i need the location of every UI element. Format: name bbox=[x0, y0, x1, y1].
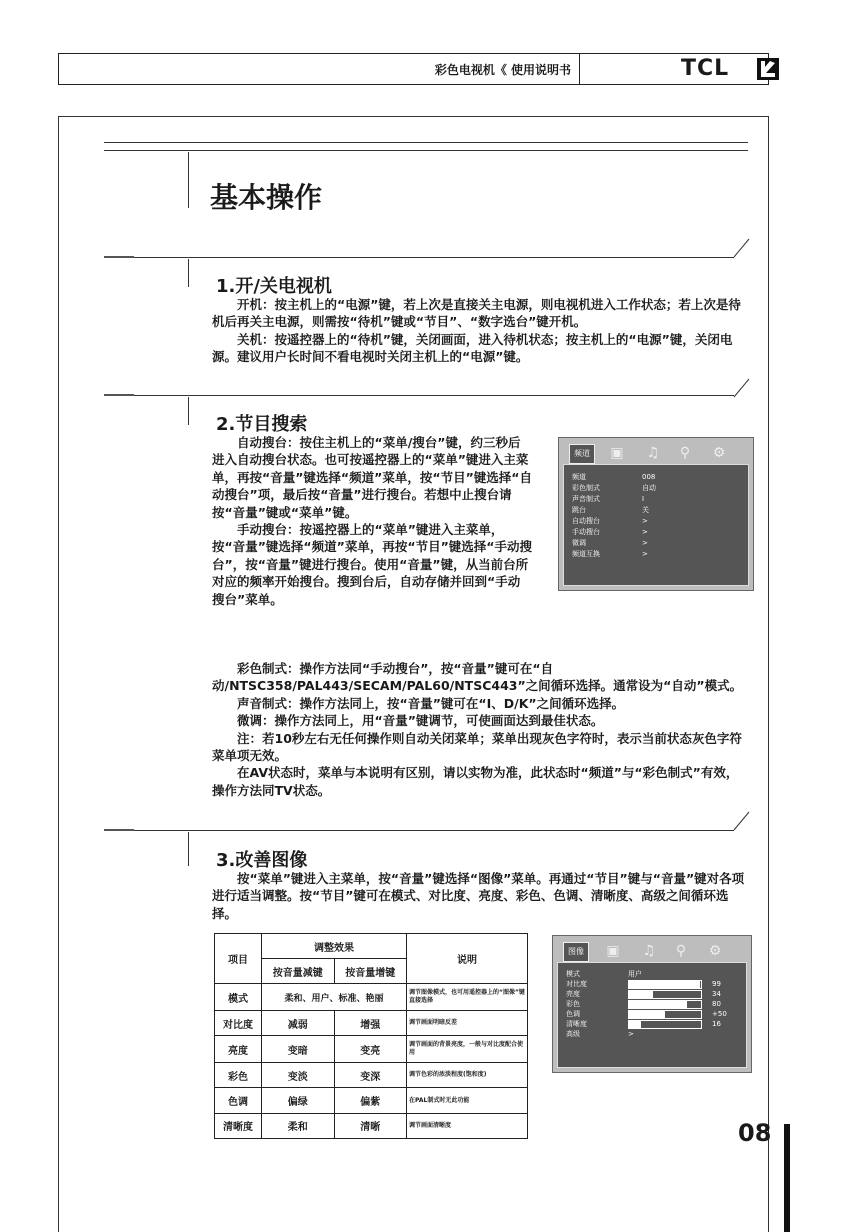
level-fill bbox=[629, 1001, 687, 1008]
table-header-row bbox=[215, 934, 528, 959]
paragraph: 关机：按遥控器上的“待机”键，关闭画面，进入待机状态；按主机上的“电源”键，关闭电源。建议用户长时间不看电视时关闭主机上的“电源”键。 bbox=[212, 331, 733, 365]
section-heading-search: 2.节目搜索 bbox=[216, 414, 308, 435]
table-row bbox=[215, 1063, 528, 1088]
menu-row-label: 清晰度 bbox=[566, 1020, 587, 1028]
menu-row-label: 手动搜台 bbox=[572, 528, 600, 536]
table-header-cell: 说明 bbox=[407, 934, 528, 984]
table-cell: 调节画面明暗反差 bbox=[407, 1011, 528, 1036]
tab-channel: 频道 bbox=[569, 444, 595, 464]
tv-menu-panel bbox=[563, 464, 749, 586]
paragraph: 手动搜台：按遥控器上的“菜单”键进入主菜单，按“音量”键选择“频道”菜单，再按“节目”键选择“手动搜台”，按“音量”键进行搜台。使用“音量”键，从当前台所对应的频率开始搜台。搜到台后，自动存储并回到“手动搜台”菜单。 bbox=[212, 522, 533, 607]
level-bar bbox=[628, 1010, 702, 1019]
table-cell: 变深 bbox=[334, 1063, 407, 1088]
menu-row-value: I bbox=[642, 495, 645, 503]
tab-picture: 图像 bbox=[563, 942, 589, 962]
brand-logo-icon bbox=[757, 58, 779, 80]
brand-name: TCL bbox=[681, 56, 730, 81]
menu-row-label: 彩色 bbox=[566, 1000, 580, 1008]
paragraph: 微调：操作方法同上，用“音量”键调节，可使画面达到最佳状态。 bbox=[237, 713, 604, 729]
rule-top-2 bbox=[104, 150, 748, 151]
table-cell: 调节图像模式，也可用遥控器上的“图像”键直接选择 bbox=[407, 984, 528, 1011]
level-fill bbox=[629, 991, 653, 998]
menu-row-value: > bbox=[642, 539, 648, 547]
section-vline-2 bbox=[188, 397, 189, 425]
tv-menu-tabs bbox=[557, 940, 747, 962]
page-edge-bar bbox=[784, 1124, 790, 1232]
menu-row-value: > bbox=[642, 550, 648, 558]
table-cell: 模式 bbox=[215, 984, 262, 1011]
section-body-picture bbox=[212, 870, 750, 922]
table-cell: 柔和、用户、标准、艳丽 bbox=[262, 984, 407, 1011]
level-bar bbox=[628, 980, 702, 989]
rule-corner-2 bbox=[728, 377, 750, 399]
tv-menu-channel bbox=[558, 437, 754, 591]
section-body-power bbox=[212, 296, 750, 366]
section-body-search-left bbox=[212, 434, 532, 608]
table-row bbox=[215, 984, 528, 1011]
table-cell: 减弱 bbox=[262, 1011, 335, 1036]
tv-menu-picture bbox=[552, 935, 752, 1073]
table-cell: 调节画面清晰度 bbox=[407, 1113, 528, 1138]
paragraph: 按“菜单”键进入主菜单，按“音量”键选择“图像”菜单。再通过“节目”键与“音量”键对各项进行适当调整。按“节目”键可在模式、对比度、亮度、彩色、色调、清晰度、高级之间循环选择。 bbox=[212, 871, 745, 921]
table-cell: 变淡 bbox=[262, 1063, 335, 1088]
table-cell: 亮度 bbox=[215, 1036, 262, 1063]
menu-row-label: 跳台 bbox=[572, 506, 586, 514]
table-cell: 变暗 bbox=[262, 1036, 335, 1063]
menu-row-label: 频道 bbox=[572, 473, 586, 481]
menu-row-label: 对比度 bbox=[566, 980, 587, 988]
table-cell: 对比度 bbox=[215, 1011, 262, 1036]
menu-row-label: 亮度 bbox=[566, 990, 580, 998]
table-cell: 偏绿 bbox=[262, 1088, 335, 1113]
paragraph: 自动搜台：按住主机上的“菜单/搜台”键，约三秒后进入自动搜台状态。也可按遥控器上的“菜单”键进入主菜单，再按“音量”键选择“频道”菜单，按“节目”键选择“自动搜台”项，最后按“音量”进行搜台。若想中止搜台请按“音量”键或“菜单”键。 bbox=[212, 435, 533, 520]
page-title: 基本操作 bbox=[210, 181, 323, 214]
picture-icon: ▣ bbox=[610, 445, 624, 461]
menu-row-label: 模式 bbox=[566, 970, 580, 978]
table-cell: 彩色 bbox=[215, 1063, 262, 1088]
header-title: 彩色电视机《 使用说明书 bbox=[434, 63, 571, 77]
section-rule-3 bbox=[134, 830, 734, 831]
section-vline-1 bbox=[188, 259, 189, 287]
table-cell: 偏紫 bbox=[334, 1088, 407, 1113]
menu-row-label: 微调 bbox=[572, 539, 586, 547]
menu-row-label: 高级 bbox=[566, 1030, 580, 1038]
tv-menu-panel bbox=[557, 962, 747, 1068]
page-number: 08 bbox=[738, 1119, 772, 1147]
menu-row-value: 关 bbox=[642, 506, 649, 514]
table-cell: 清晰 bbox=[334, 1113, 407, 1138]
menu-row-label: 彩色制式 bbox=[572, 484, 600, 492]
menu-row-value: 80 bbox=[712, 1000, 721, 1008]
rule-corner-3 bbox=[728, 810, 750, 832]
level-bar bbox=[628, 990, 702, 999]
section-tick-2 bbox=[104, 394, 134, 396]
table-header-cell: 调整效果 bbox=[262, 934, 407, 959]
menu-row-value: > bbox=[642, 517, 648, 525]
section-vline-3 bbox=[188, 832, 189, 866]
table-header-cell: 按音量增键 bbox=[334, 959, 407, 984]
menu-row-value: 自动 bbox=[642, 484, 656, 492]
level-bar bbox=[628, 1020, 702, 1029]
menu-row-value: 用户 bbox=[628, 970, 642, 978]
menu-row-value: +50 bbox=[712, 1010, 727, 1018]
gear-icon: ⚙ bbox=[712, 445, 726, 461]
picture-adjust-table bbox=[214, 933, 528, 1139]
section-heading-power: 1.开/关电视机 bbox=[216, 276, 332, 297]
level-bar bbox=[628, 1000, 702, 1009]
header-divider bbox=[579, 54, 580, 84]
gear-icon: ⚙ bbox=[708, 943, 722, 959]
table-row bbox=[215, 1036, 528, 1063]
table-cell: 调节画面的背景亮度，一般与对比度配合使用 bbox=[407, 1036, 528, 1063]
table-cell: 色调 bbox=[215, 1088, 262, 1113]
table-cell: 变亮 bbox=[334, 1036, 407, 1063]
table-cell: 清晰度 bbox=[215, 1113, 262, 1138]
table-cell: 在PAL制式时无此功能 bbox=[407, 1088, 528, 1113]
paragraph: 在AV状态时，菜单与本说明有区别，请以实物为准，此状态时“频道”与“彩色制式”有效，操作方法同TV状态。 bbox=[212, 765, 739, 798]
section-tick-3 bbox=[104, 829, 134, 831]
menu-row-label: 色调 bbox=[566, 1010, 580, 1018]
menu-row-value: > bbox=[628, 1030, 634, 1038]
menu-row-label: 频道互换 bbox=[572, 550, 600, 558]
search-icon: ⚲ bbox=[679, 445, 691, 461]
level-fill bbox=[629, 981, 700, 988]
tv-menu-tabs bbox=[563, 442, 749, 464]
section-body-search-full bbox=[212, 660, 750, 799]
section-rule-1 bbox=[134, 257, 734, 258]
paragraph: 彩色制式：操作方法同“手动搜台”，按“音量”键可在“自动/NTSC358/PAL443/SECAM/PAL60/NTSC443”之间循环选择。通常设为“自动”模式。 bbox=[212, 661, 743, 694]
music-icon: ♫ bbox=[642, 943, 656, 959]
table-header-cell: 按音量减键 bbox=[262, 959, 335, 984]
table-row bbox=[215, 1011, 528, 1036]
section-tick-1 bbox=[104, 256, 134, 258]
paragraph: 声音制式：操作方法同上，按“音量”键可在“I、D/K”之间循环选择。 bbox=[237, 695, 625, 711]
menu-row-value: 99 bbox=[712, 980, 721, 988]
header-bar bbox=[58, 53, 769, 85]
section-heading-picture: 3.改善图像 bbox=[216, 850, 308, 871]
level-fill bbox=[629, 1021, 641, 1028]
table-cell: 调节色彩的浓淡程度(饱和度) bbox=[407, 1063, 528, 1088]
rule-top-1 bbox=[104, 142, 748, 143]
search-icon: ⚲ bbox=[675, 943, 687, 959]
level-fill bbox=[629, 1011, 665, 1018]
music-icon: ♫ bbox=[646, 445, 660, 461]
table-cell: 柔和 bbox=[262, 1113, 335, 1138]
menu-row-label: 声音制式 bbox=[572, 495, 600, 503]
table-cell: 增强 bbox=[334, 1011, 407, 1036]
menu-row-value: 34 bbox=[712, 990, 721, 998]
paragraph: 开机：按主机上的“电源”键，若上次是直接关主电源，则电视机进入工作状态；若上次是待机后再关主电源，则需按“待机”键或“节目”、“数字选台”键开机。 bbox=[212, 297, 741, 330]
title-vline bbox=[188, 152, 189, 208]
menu-row-value: 008 bbox=[642, 473, 656, 481]
table-header-cell: 项目 bbox=[215, 934, 262, 984]
table-row bbox=[215, 1088, 528, 1113]
picture-icon: ▣ bbox=[606, 943, 620, 959]
paragraph: 注：若10秒左右无任何操作则自动关闭菜单；菜单出现灰色字符时，表示当前状态灰色字符菜单项无效。 bbox=[212, 730, 742, 764]
menu-row-label: 自动搜台 bbox=[572, 517, 600, 525]
menu-row-value: > bbox=[642, 528, 648, 536]
menu-row-value: 16 bbox=[712, 1020, 721, 1028]
rule-corner-1 bbox=[728, 237, 750, 259]
table-row bbox=[215, 1113, 528, 1138]
section-rule-2 bbox=[134, 395, 734, 396]
